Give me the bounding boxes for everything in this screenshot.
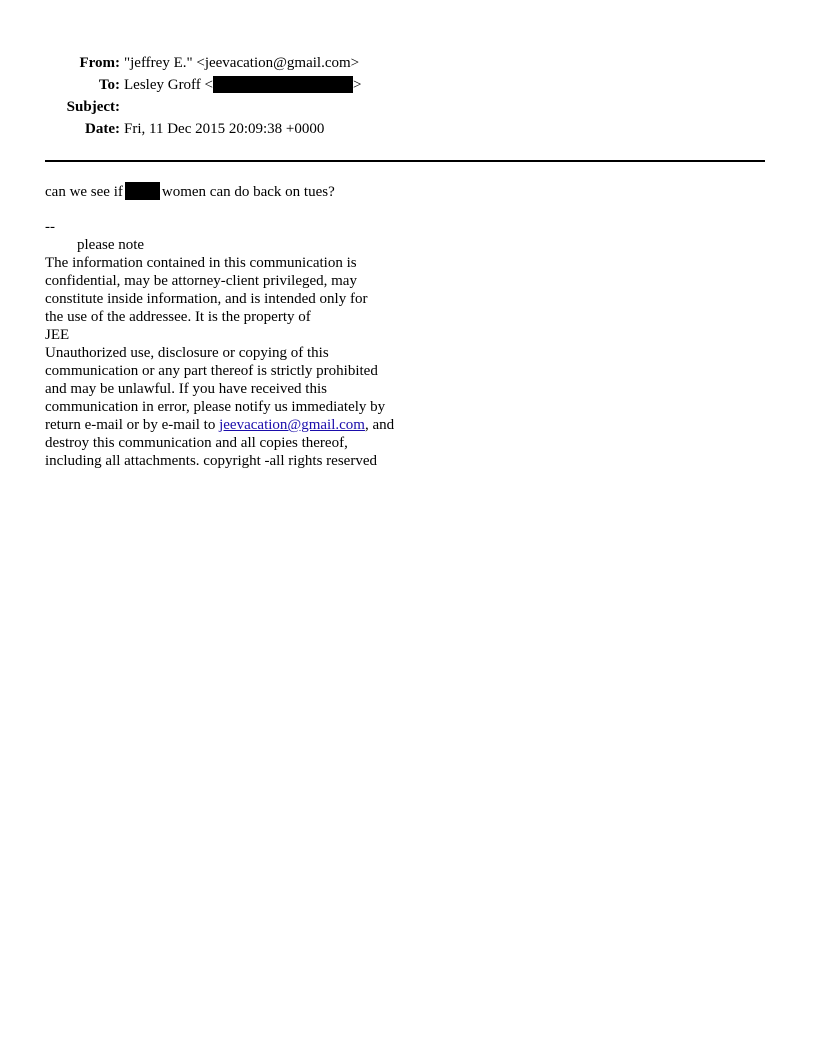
header-divider xyxy=(45,160,765,162)
please-note: please note xyxy=(77,237,145,253)
email-header xyxy=(0,52,816,140)
email-body xyxy=(45,182,445,470)
to-label: To: xyxy=(98,77,120,93)
redaction-box xyxy=(125,182,160,200)
message-line xyxy=(45,182,445,200)
redaction-box xyxy=(213,76,353,93)
disclaimer-line: and may be unlawful. If you have received this xyxy=(45,381,327,397)
disclaimer-line: including all attachments. copyright -all rights reserved xyxy=(45,453,377,469)
disclaimer-line: constitute inside information, and is intended only for xyxy=(45,291,368,307)
to-row xyxy=(0,74,816,96)
date-value: Fri, 11 Dec 2015 20:09:38 +0000 xyxy=(124,121,325,137)
from-value: "jeffrey E." <jeevacation@gmail.com> xyxy=(124,55,360,71)
date-row xyxy=(0,118,816,140)
disclaimer-return-line xyxy=(45,416,445,434)
disclaimer-line: The information contained in this communication is xyxy=(45,255,357,271)
message-start: can we see if xyxy=(45,184,123,200)
signature-dash: -- xyxy=(45,219,55,235)
disclaimer-line: JEE xyxy=(45,327,70,343)
disclaimer-line: confidential, may be attorney-client privileged, may xyxy=(45,273,357,289)
disclaimer-line: destroy this communication and all copies thereof, xyxy=(45,435,348,451)
to-value xyxy=(124,74,361,96)
subject-row xyxy=(0,96,816,118)
date-label: Date: xyxy=(85,121,120,137)
disclaimer-line: Unauthorized use, disclosure or copying of this xyxy=(45,345,329,361)
return-prefix: return e-mail or by e-mail to xyxy=(45,417,220,433)
spacer xyxy=(45,200,445,218)
from-row xyxy=(0,52,816,74)
to-close: > xyxy=(353,77,362,93)
from-label: From: xyxy=(79,55,120,71)
email-link[interactable]: jeevacation@gmail.com xyxy=(219,417,365,433)
disclaimer-line: the use of the addressee. It is the property of xyxy=(45,309,311,325)
disclaimer-line: communication in error, please notify us immediately by xyxy=(45,399,386,415)
disclaimer-line: communication or any part thereof is strictly prohibited xyxy=(45,363,378,379)
subject-label: Subject: xyxy=(66,99,120,115)
to-name: Lesley Groff < xyxy=(124,77,213,93)
return-suffix: , and xyxy=(364,417,395,433)
message-end: women can do back on tues? xyxy=(161,184,335,200)
